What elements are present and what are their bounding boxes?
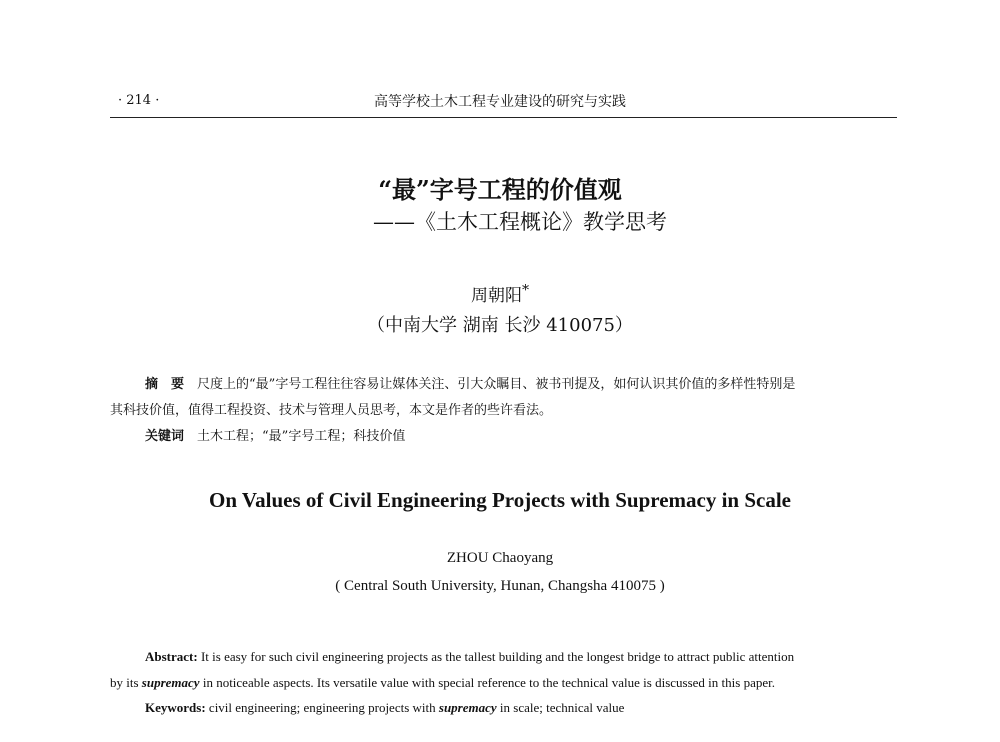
chinese-keywords: [145, 425, 405, 444]
abstract-text: It is easy for such civil engineering projects as the tallest building and the longest bridge to attract public attention: [197, 649, 795, 664]
keywords-label: Keywords:: [145, 700, 206, 715]
abstract-text: in noticeable aspects. Its versatile value with special reference to the technical value is discussed in this paper.: [199, 675, 775, 690]
chinese-abstract-line-1: [145, 373, 795, 392]
author-name: 周朝阳: [470, 286, 522, 306]
english-abstract-line-1: [145, 649, 794, 665]
abstract-text: 尺度上的“最”字号工程往往容易让媒体关注、引大众瞩目、被书刊提及，如何认识其价值的多样性特别是: [197, 377, 796, 392]
abstract-label: 摘 要: [145, 377, 185, 392]
english-keywords: [145, 700, 624, 716]
english-abstract-line-2: [110, 675, 775, 691]
english-title: On Values of Civil Engineering Projects with Supremacy in Scale: [209, 488, 791, 512]
english-author: ZHOU Chaoyang: [446, 550, 554, 566]
keywords-text: civil engineering; engineering projects with: [205, 700, 439, 715]
journal-title: 高等学校土木工程专业建设的研究与实践: [374, 94, 626, 110]
abstract-label: Abstract:: [145, 649, 198, 664]
keywords-text: in scale; technical value: [496, 700, 625, 715]
header-rule: [110, 117, 897, 118]
author-footnote-mark: *: [521, 282, 530, 299]
english-affiliation: ( Central South University, Hunan, Changsha 410075 ): [335, 578, 665, 594]
abstract-text: by its: [110, 675, 142, 690]
chinese-title: “最”字号工程的价值观: [378, 175, 622, 204]
emphasis-supremacy: supremacy: [438, 700, 497, 715]
emphasis-supremacy: supremacy: [141, 675, 200, 690]
page-number: · 214 ·: [118, 93, 160, 108]
keywords-text: 土木工程；“最”字号工程；科技价值: [197, 429, 406, 444]
chinese-author: [0, 281, 1000, 306]
keywords-label: 关键词: [145, 429, 185, 444]
chinese-abstract-line-2: 其科技价值，值得工程投资、技术与管理人员思考，本文是作者的些许看法。: [110, 403, 553, 418]
chinese-subtitle: ——《土木工程概论》教学思考: [373, 210, 667, 234]
chinese-affiliation: （中南大学 湖南 长沙 410075）: [367, 315, 633, 336]
